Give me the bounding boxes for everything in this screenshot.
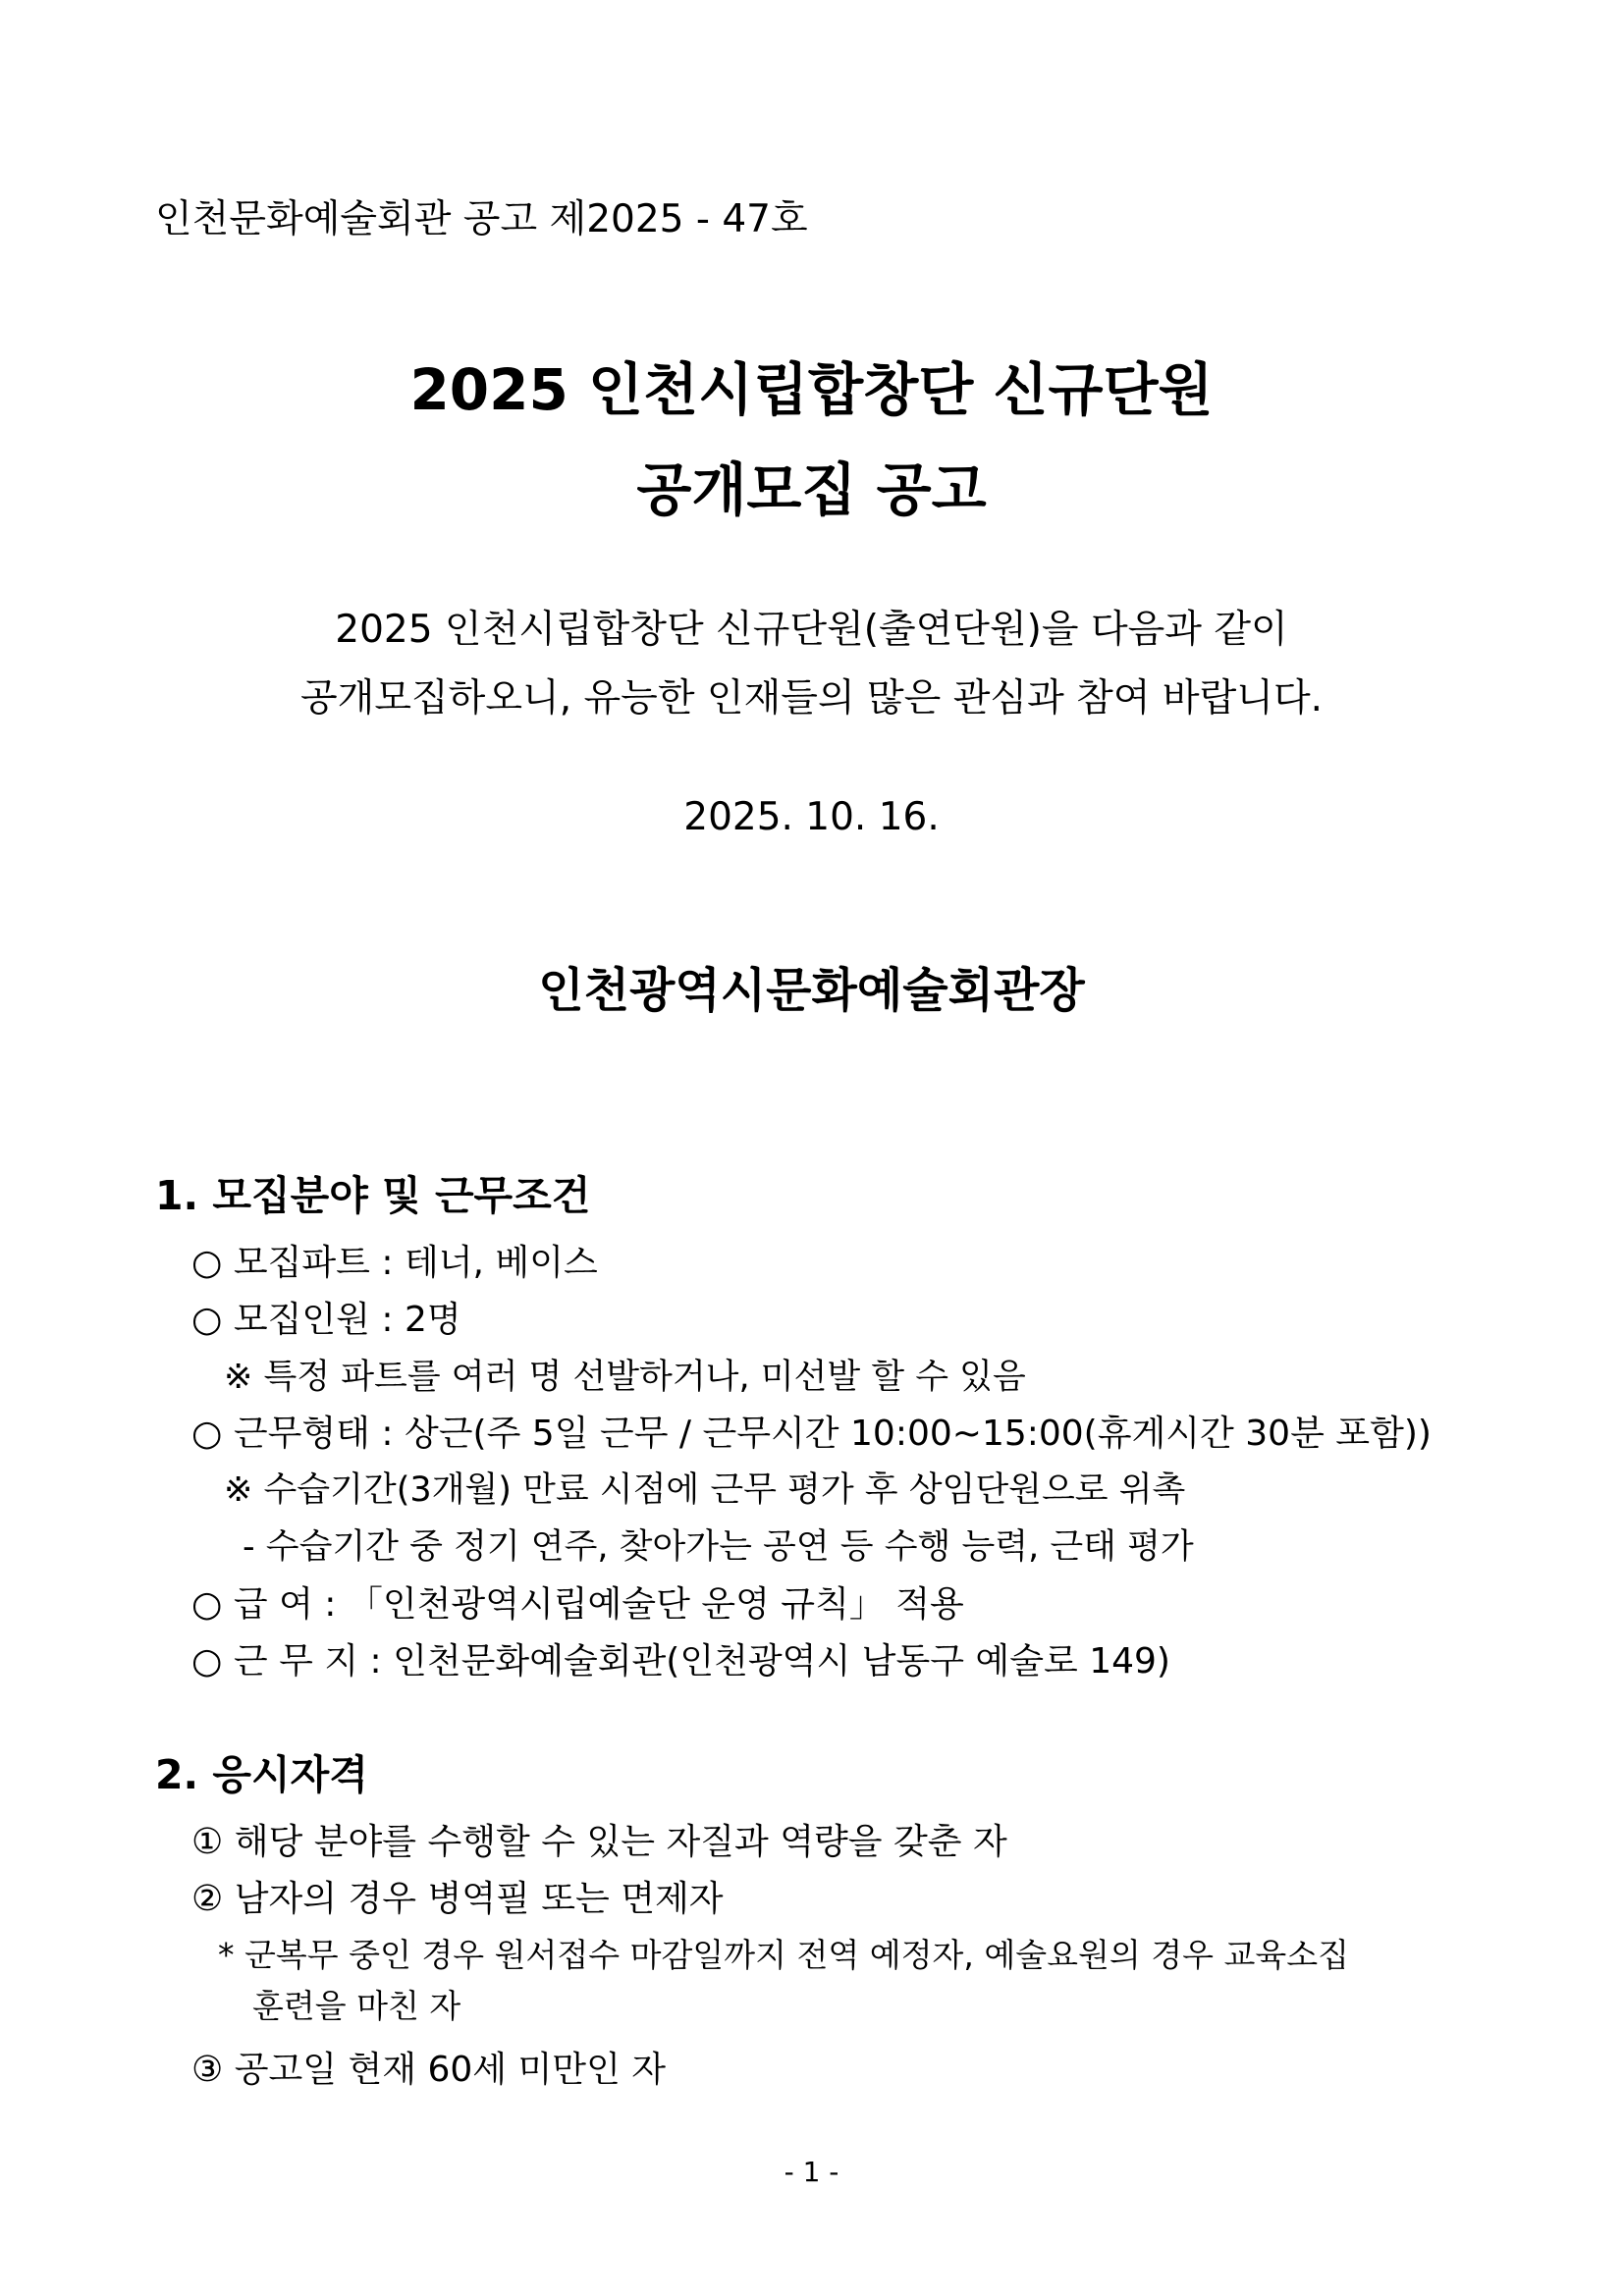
page-number: - 1 - bbox=[784, 2156, 839, 2188]
qualification-1: ① 해당 분야를 수행할 수 있는 자질과 역량을 갖춘 자 bbox=[191, 1822, 1007, 1862]
notice-date: 2025. 10. 16. bbox=[683, 795, 940, 839]
qualification-2-note-line-2: 훈련을 마친 자 bbox=[252, 1987, 461, 2025]
title-line-2: 공개모집 공고 bbox=[636, 456, 987, 523]
section-2-title: 2. 응시자격 bbox=[155, 1751, 368, 1798]
recruit-count-note: ※ 특정 파트를 여러 명 선발하거나, 미선발 할 수 있음 bbox=[224, 1358, 1026, 1397]
title-line-1: 2025 인천시립합창단 신규단원 bbox=[409, 356, 1214, 423]
qualification-3: ③ 공고일 현재 60세 미만인 자 bbox=[191, 2050, 667, 2090]
section-1-title: 1. 모집분야 및 근무조건 bbox=[155, 1172, 591, 1219]
recruit-count: ○ 모집인원 : 2명 bbox=[191, 1300, 461, 1340]
recruit-parts: ○ 모집파트 : 테너, 베이스 bbox=[191, 1243, 598, 1283]
intro-line-1: 2025 인천시립합창단 신규단원(출연단원)을 다음과 같이 bbox=[335, 608, 1288, 652]
qualification-2-note-line-1: * 군복무 중인 경우 원서접수 마감일까지 전역 예정자, 예술요원의 경우 교육소집 bbox=[218, 1936, 1349, 1974]
qualification-2: ② 남자의 경우 병역필 또는 면제자 bbox=[191, 1879, 724, 1919]
notice-number: 인천문화예술회관 공고 제2025 - 47호 bbox=[155, 197, 808, 241]
issuer: 인천광역시문화예술회관장 bbox=[538, 963, 1085, 1018]
work-type-sub-note: - 수습기간 중 정기 연주, 찾아가는 공연 등 수행 능력, 근태 평가 bbox=[243, 1527, 1194, 1567]
salary: ○ 급 여 : 「인천광역시립예술단 운영 규칙」 적용 bbox=[191, 1584, 964, 1625]
intro-line-2: 공개모집하오니, 유능한 인재들의 많은 관심과 참여 바랍니다. bbox=[299, 676, 1324, 721]
work-location: ○ 근 무 지 : 인천문화예술회관(인천광역시 남동구 예술로 149) bbox=[191, 1641, 1170, 1682]
work-type-note: ※ 수습기간(3개월) 만료 시점에 근무 평가 후 상임단원으로 위촉 bbox=[224, 1470, 1186, 1510]
work-type: ○ 근무형태 : 상근(주 5일 근무 / 근무시간 10:00~15:00(휴게시간 30분 포함)) bbox=[191, 1414, 1432, 1454]
